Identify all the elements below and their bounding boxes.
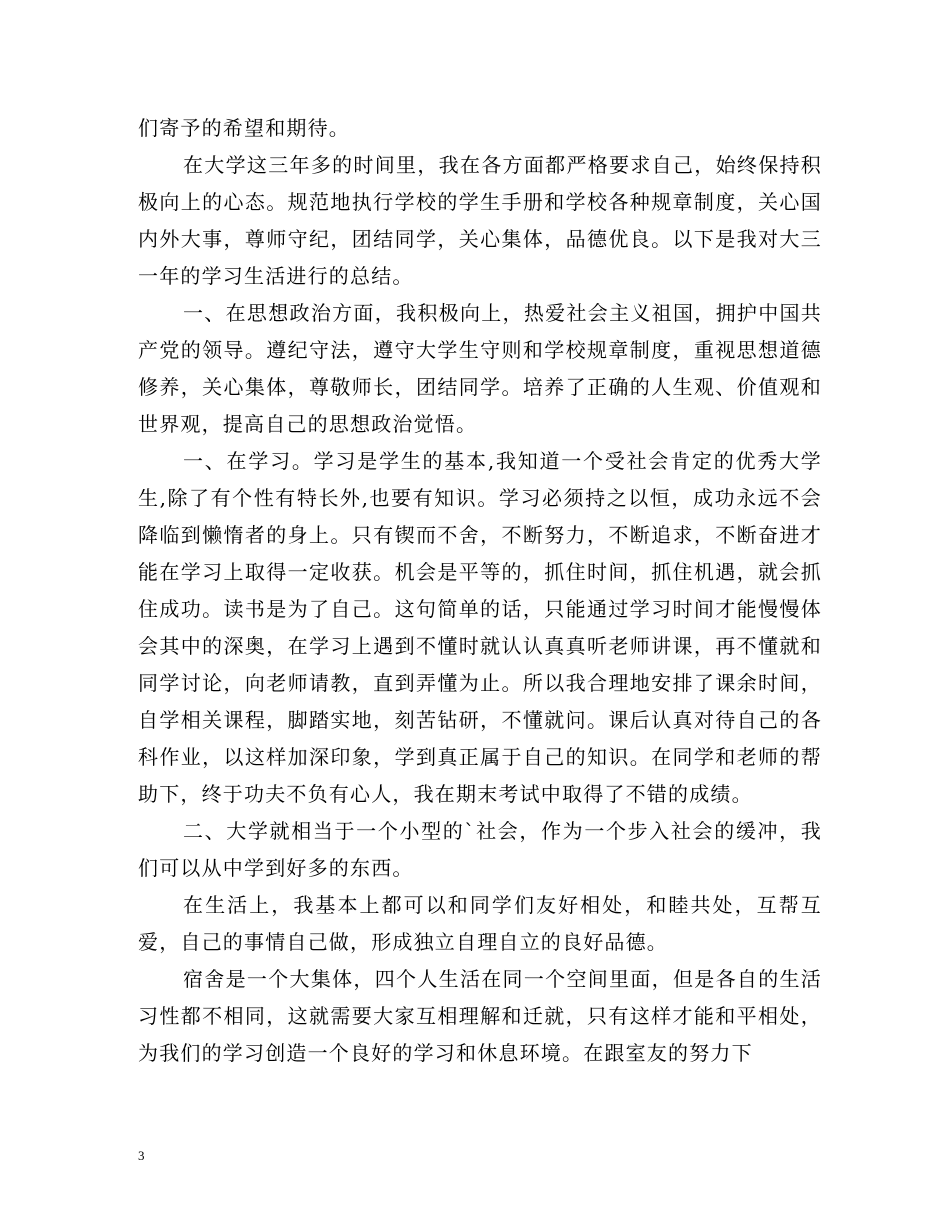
paragraph-2: 在大学这三年多的时间里，我在各方面都严格要求自己，始终保持积极向上的心态。规范地执行学校的学生手册和学校各种规章制度，关心国内外大事，尊师守纪，团结同学，关心集体，品德优良。以下是我对大三一年的学习生活进行的总结。 (138, 153, 822, 288)
paragraph-4: 一、在学习。学习是学生的基本,我知道一个受社会肯定的优秀大学生,除了有个性有特长外,也要有知识。学习必须持之以恒，成功永远不会降临到懒惰者的身上。只有锲而不舍，不断努力，不断追求，不断奋进才能在学习上取得一定收获。机会是平等的，抓住时间，抓住机遇，就会抓住成功。读书是为了自己。这句简单的话，只能通过学习时间才能慢慢体会其中的深奥，在学习上遇到不懂时就认认真真听老师讲课，再不懂就和同学讨论，向老师请教，直到弄懂为止。所以我合理地安排了课余时间，自学相关课程，脚踏实地，刻苦钻研，不懂就问。课后认真对待自己的各科作业，以这样加深印象，学到真正属于自己的知识。在同学和老师的帮助下，终于功夫不负有心人，我在期末考试中取得了不错的成绩。 (138, 449, 822, 806)
paragraph-7: 宿舍是一个大集体，四个人生活在同一个空间里面，但是各自的生活习性都不相同，这就需要大家互相理解和迁就，只有这样才能和平相处，为我们的学习创造一个良好的学习和休息环境。在跟室友的努力下 (138, 967, 822, 1065)
paragraph-5: 二、大学就相当于一个小型的`社会，作为一个步入社会的缓冲，我们可以从中学到好多的东西。 (138, 819, 822, 880)
page-number: 3 (138, 1148, 145, 1163)
paragraph-6: 在生活上，我基本上都可以和同学们友好相处，和睦共处，互帮互爱，自己的事情自己做，形成独立自理自立的良好品德。 (138, 893, 822, 954)
document-body (138, 110, 822, 1072)
paragraph-1: 们寄予的希望和期待。 (138, 116, 350, 140)
paragraph-3: 一、在思想政治方面，我积极向上，热爱社会主义祖国，拥护中国共产党的领导。遵纪守法，遵守大学生守则和学校规章制度，重视思想道德修养，关心集体，尊敬师长，团结同学。培养了正确的人生观、价值观和世界观，提高自己的思想政治觉悟。 (138, 301, 822, 436)
